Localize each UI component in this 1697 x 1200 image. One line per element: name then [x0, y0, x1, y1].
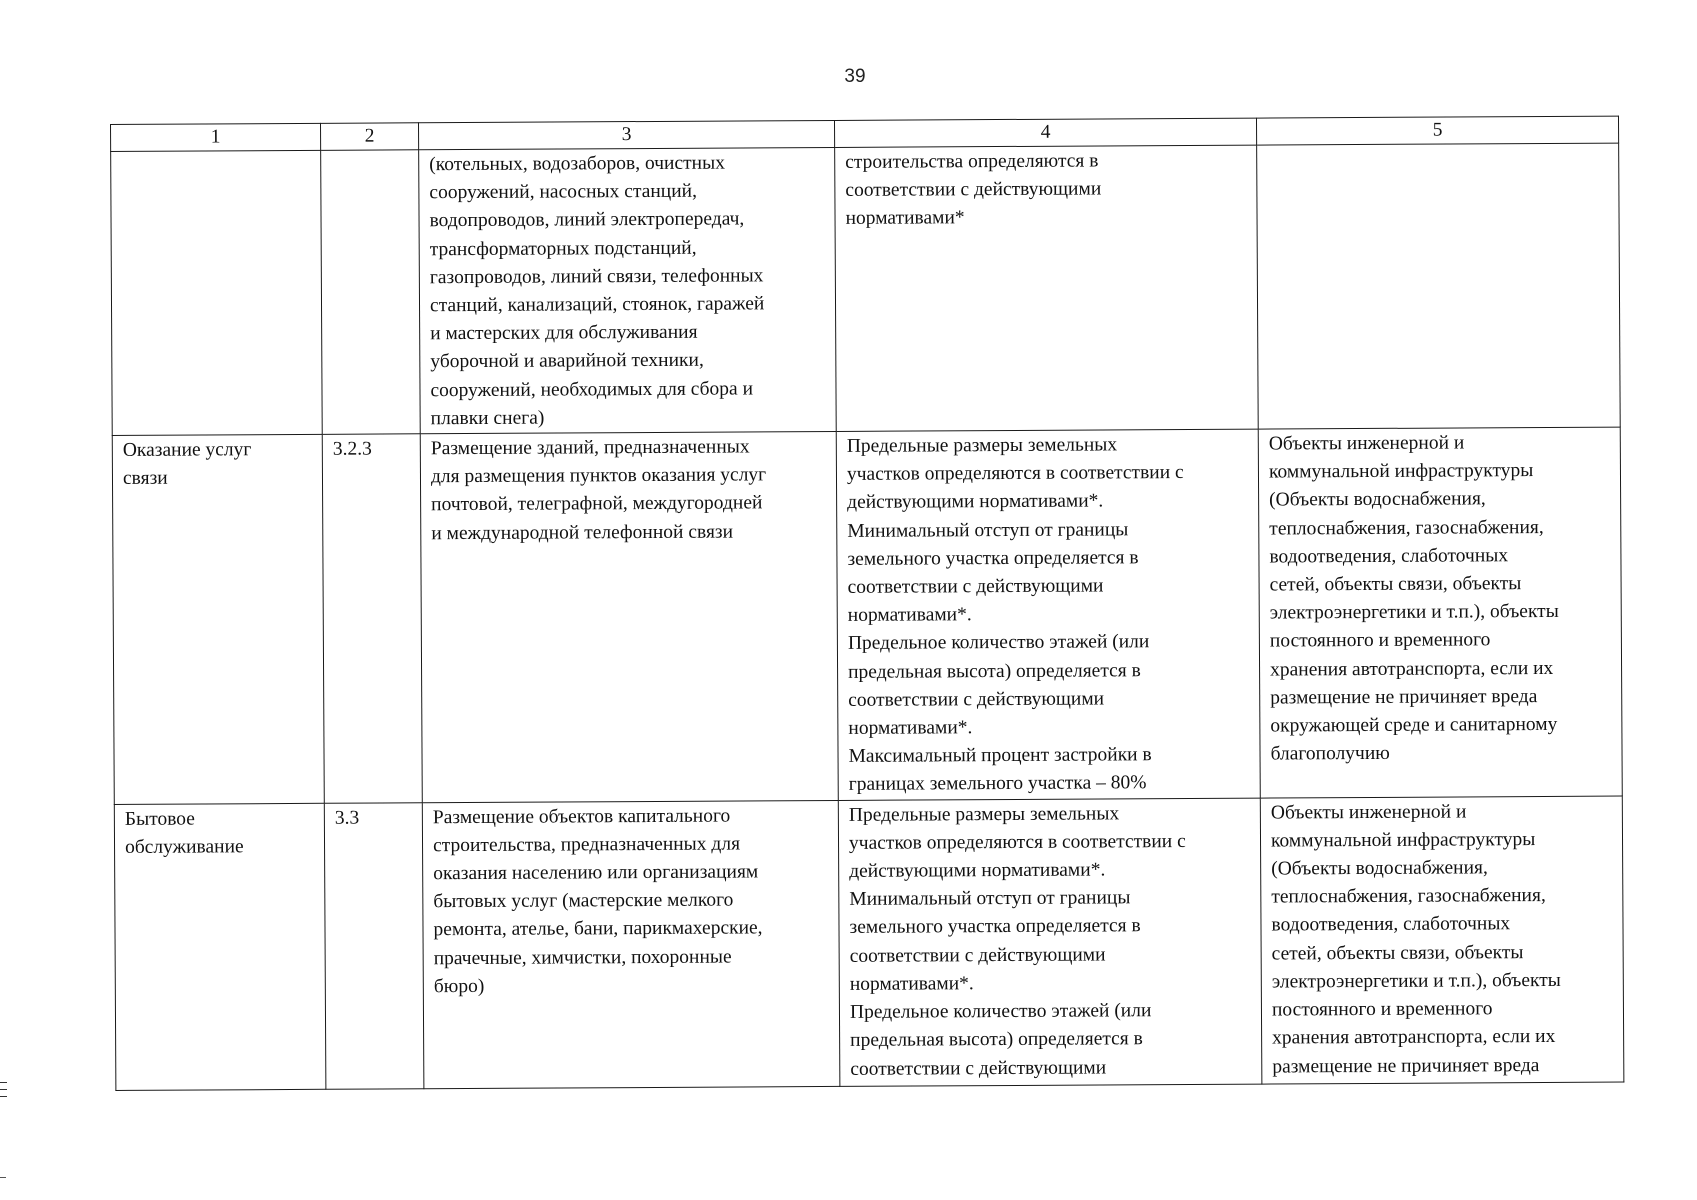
scan-margin-mark — [0, 1089, 7, 1090]
page-number: 39 — [844, 66, 866, 87]
table-row — [112, 427, 1622, 804]
column-header-5: 5 — [1256, 116, 1618, 145]
scan-margin-mark — [0, 1177, 6, 1178]
table-row — [111, 143, 1621, 435]
column-header-4: 4 — [834, 118, 1256, 147]
use-type-description-cell: Размещение зданий, предназначенных для размещения пунктов оказания услуг почтовой, телеграфной, междугородней и международной телефонной связи — [420, 431, 838, 802]
construction-parameters-cell: строительства определяются в соответствии с действующими нормативами* — [835, 145, 1259, 431]
auxiliary-uses-cell: Объекты инженерной и коммунальной инфраструктуры (Объекты водоснабжения, теплоснабжения, газоснабжения, водоотведения, слаботочных сетей, объекты связи, объекты электроэнергетики и т.п.), объекты постоянного и временного хранения автотранспорта, если их размещение не причиняет вреда — [1260, 796, 1624, 1084]
use-type-code-cell — [321, 150, 421, 435]
construction-parameters-cell: Предельные размеры земельных участков определяются в соответствии с действующими нормативами*. Минимальный отступ от границы земельного участка определяется в соответствии с действующими нормативами*. Предельное количество этажей (или предельная высота) определяется в соответствии с действующими — [838, 798, 1262, 1086]
land-use-table — [110, 116, 1624, 1091]
use-type-name-cell: Оказание услуг связи — [112, 434, 324, 804]
column-header-1: 1 — [111, 123, 321, 151]
table-row — [114, 796, 1624, 1090]
use-type-name-cell — [111, 150, 323, 435]
use-type-description-cell: (котельных, водозаборов, очистных сооружений, насосных станций, водопроводов, линий электропередач, трансформаторных подстанций, газопроводов, линий связи, телефонных станций, канализаций, стоянок, гаражей и мастерских для обслуживания уборочной и аварийной техники, сооружений, необходимых для сбора и плавки снега) — [419, 147, 837, 433]
use-type-code-cell: 3.2.3 — [322, 434, 422, 803]
use-type-name-cell: Бытовое обслуживание — [114, 803, 326, 1090]
scan-margin-mark — [0, 1082, 7, 1083]
auxiliary-uses-cell: Объекты инженерной и коммунальной инфраструктуры (Объекты водоснабжения, теплоснабжения, газоснабжения, водоотведения, слаботочных сетей, объекты связи, объекты электроэнергетики и т.п.), объекты постоянного и временного хранения автотранспорта, если их размещение не причиняет вреда окружающей среде и санитарному благополучию — [1258, 427, 1622, 798]
column-header-3: 3 — [418, 120, 834, 149]
auxiliary-uses-cell — [1257, 143, 1621, 429]
scan-margin-mark — [0, 1096, 7, 1097]
construction-parameters-cell: Предельные размеры земельных участков определяются в соответствии с действующими нормативами*. Минимальный отступ от границы земельного участка определяется в соответствии с действующими нормативами*. Предельное количество этажей (или предельная высота) определяется в соответствии с действующими нормативами*. Максимальный процент застройки в границах земельного участка – 80% — [836, 429, 1260, 800]
use-type-description-cell: Размещение объектов капитального строительства, предназначенных для оказания населению или организациям бытовых услуг (мастерские мелкого ремонта, ателье, бани, парикмахерские, прачечные, химчистки, похоронные бюро) — [422, 800, 840, 1088]
column-header-2: 2 — [320, 123, 418, 151]
use-type-code-cell: 3.3 — [324, 802, 424, 1089]
